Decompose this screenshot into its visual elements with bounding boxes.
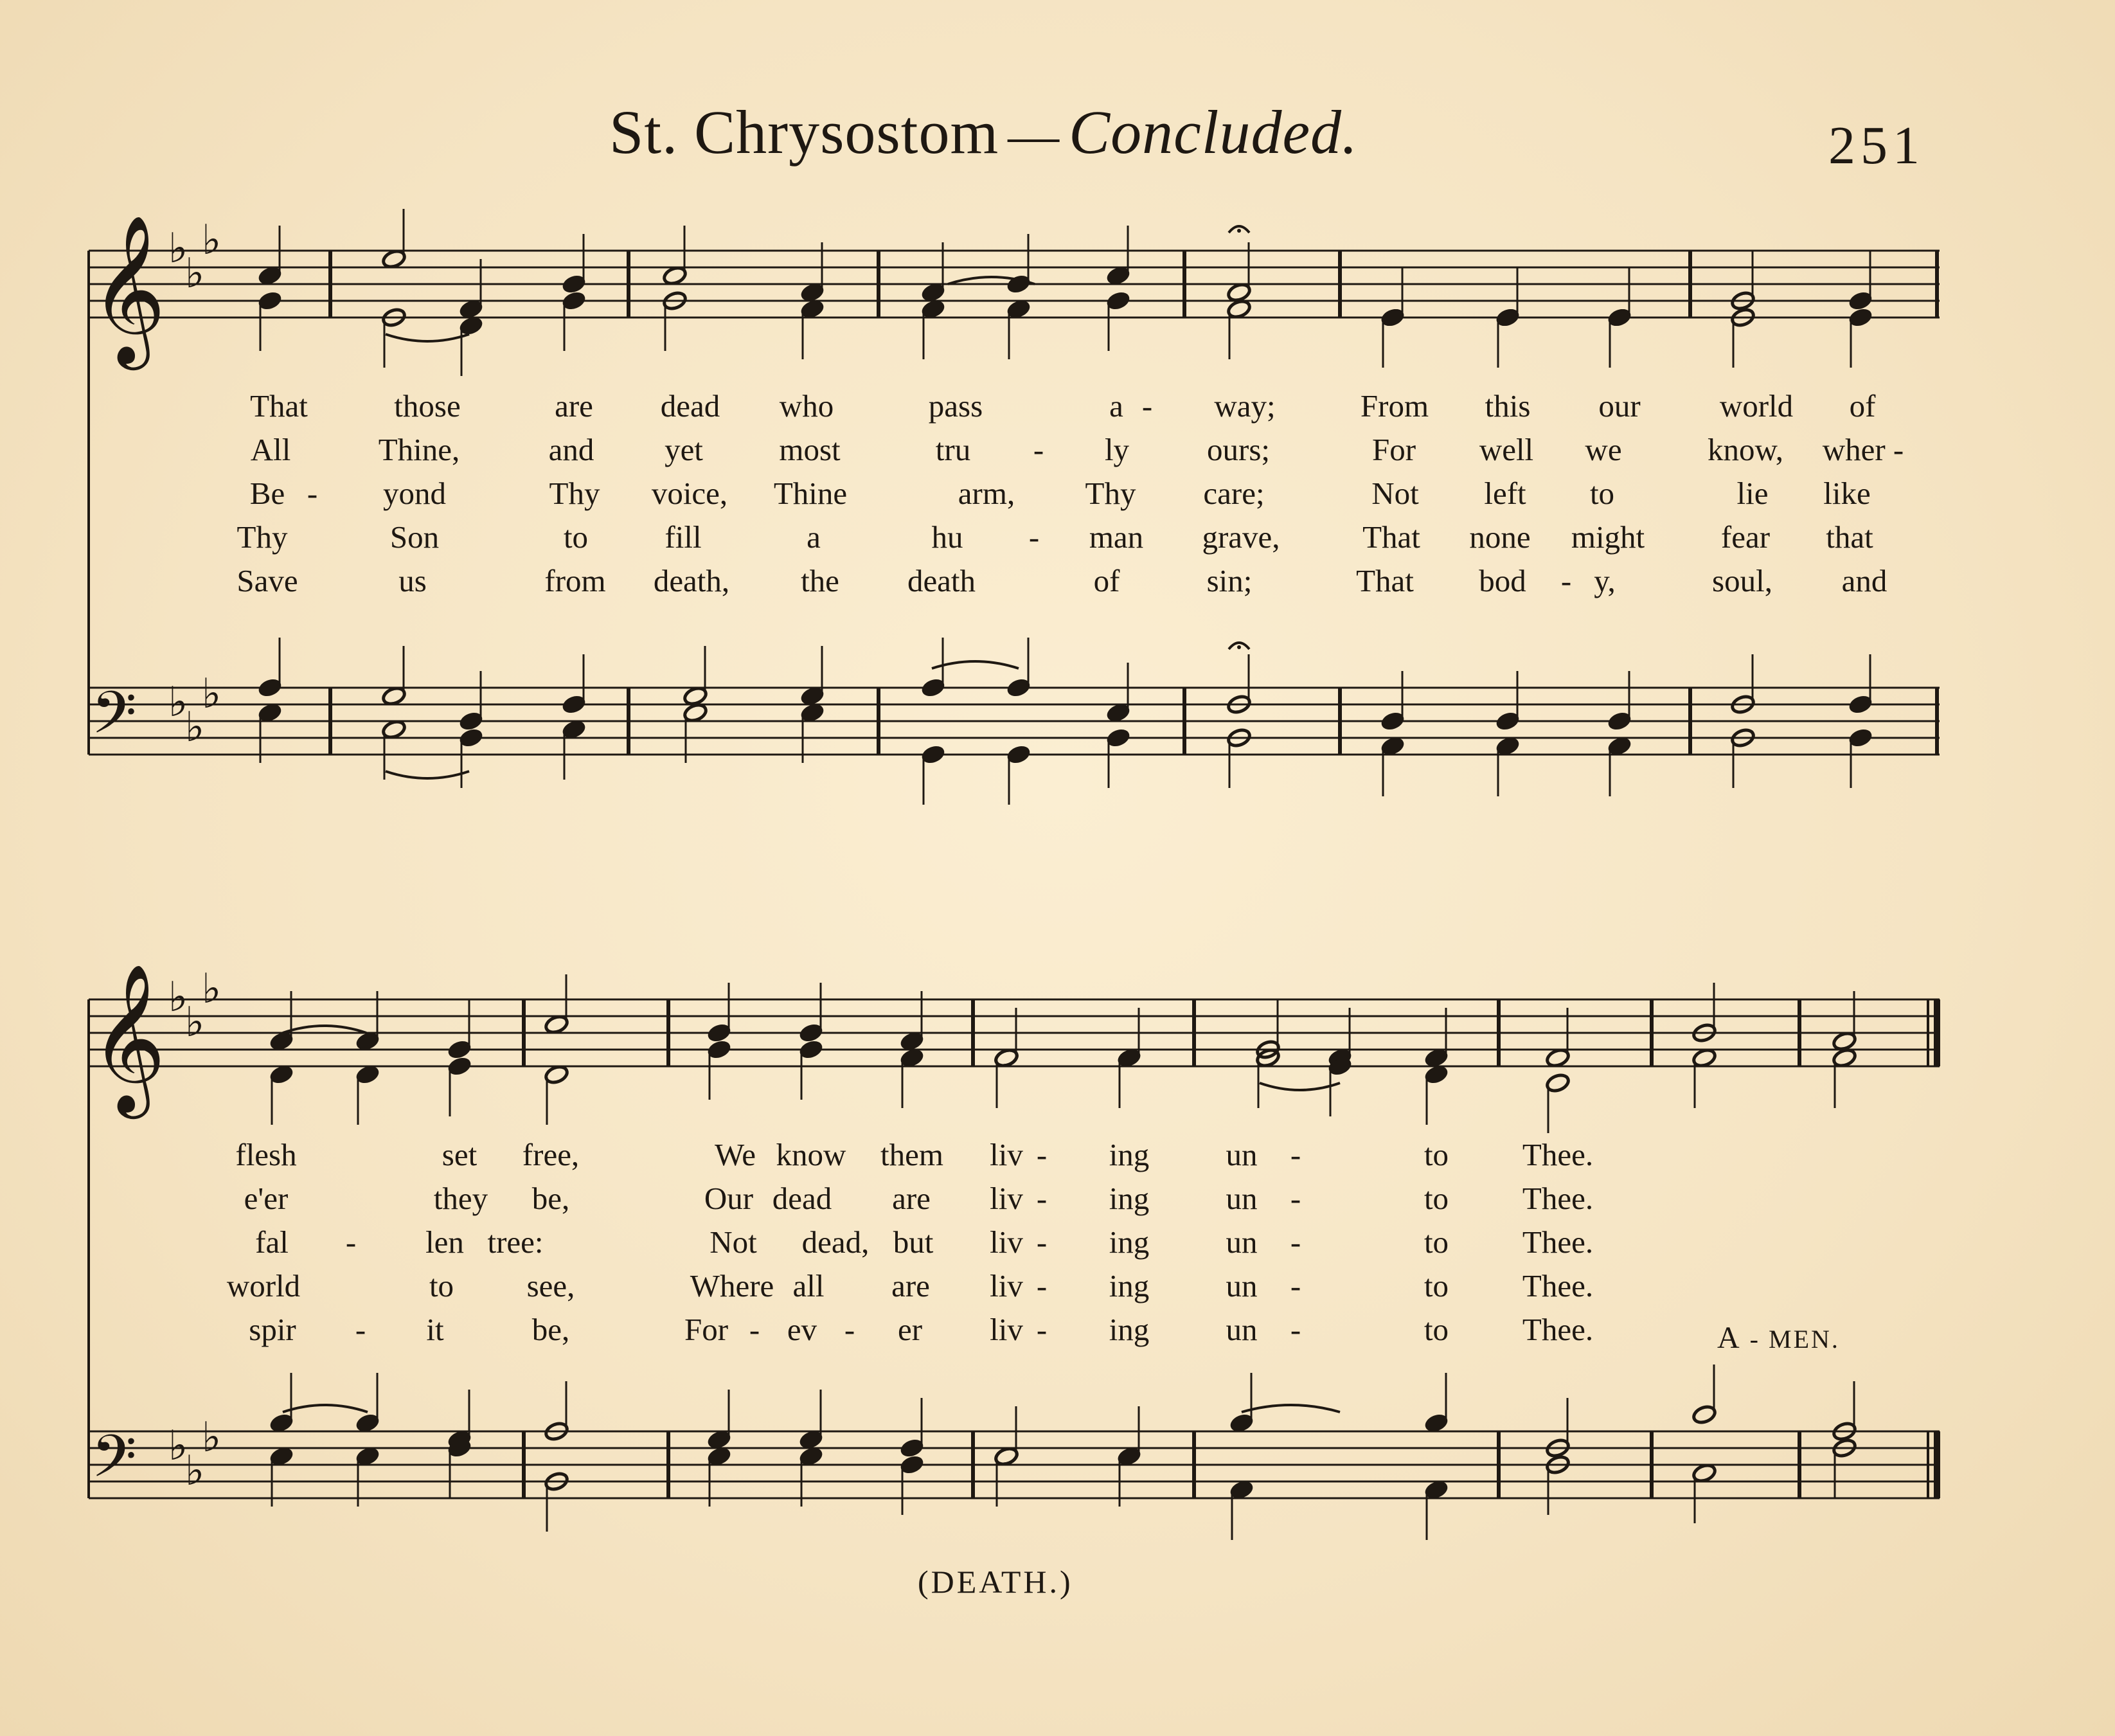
lyric-syllable: way;	[1214, 388, 1276, 424]
lyric-syllable: ev	[787, 1312, 817, 1347]
lyric-syllable: dead,	[801, 1224, 870, 1260]
lyric-syllable: ing	[1109, 1312, 1150, 1347]
lyric-syllable: -	[1028, 519, 1040, 555]
lyric-syllable: who	[779, 388, 834, 424]
lyric-syllable: sin;	[1206, 563, 1253, 598]
lyric-syllable: pass	[928, 388, 983, 424]
lyric-syllable: All	[250, 432, 291, 467]
lyric-syllable: know,	[1708, 432, 1783, 467]
system1-bass-fermata-dot	[1237, 645, 1241, 649]
lyric-syllable: un	[1226, 1224, 1258, 1260]
lyric-syllable: Not	[709, 1224, 757, 1260]
lyric-syllable: fill	[665, 519, 702, 555]
lyric-syllable: fear	[1720, 519, 1771, 555]
lyric-syllable: yond	[383, 476, 446, 511]
system2-treble-tie	[283, 1026, 366, 1033]
lyric-syllable: lie	[1736, 476, 1769, 511]
lyric-syllable: -	[1290, 1137, 1301, 1172]
lyric-syllable: Son	[389, 519, 440, 555]
lyric-syllable: Be	[249, 476, 285, 511]
lyric-syllable: -	[355, 1312, 366, 1347]
lyric-syllable: un	[1226, 1181, 1258, 1216]
lyric-syllable: hu	[931, 519, 963, 555]
lyric-syllable: -	[1290, 1312, 1301, 1347]
lyric-syllable: all	[792, 1268, 825, 1303]
lyric-syllable: un	[1226, 1268, 1258, 1303]
lyric-syllable: but	[893, 1224, 934, 1260]
lyric-syllable: voice,	[651, 476, 728, 511]
lyric-syllable: ours;	[1207, 432, 1270, 467]
lyric-syllable: soul,	[1712, 563, 1772, 598]
lyric-syllable: of	[1093, 563, 1120, 598]
lyric-syllable: -	[345, 1224, 357, 1260]
lyric-syllable: spir	[249, 1312, 296, 1347]
lyric-syllable: they	[433, 1181, 488, 1216]
lyric-syllable: fal	[255, 1224, 289, 1260]
lyric-syllable: might	[1571, 519, 1645, 555]
lyric-syllable: set	[442, 1137, 477, 1172]
lyric-syllable: ing	[1109, 1224, 1150, 1260]
system1-bass-key-flat: ♭	[168, 679, 188, 726]
lyric-syllable: Thee.	[1522, 1181, 1594, 1216]
lyric-syllable: -	[307, 476, 318, 511]
lyric-syllable: -	[1036, 1137, 1048, 1172]
title-dash: —	[1008, 108, 1060, 165]
system2-treble-key-flat: ♭	[202, 965, 222, 1013]
lyric-syllable: ing	[1109, 1137, 1150, 1172]
lyric-syllable: ly	[1104, 432, 1130, 467]
lyric-syllable: Thee.	[1522, 1224, 1594, 1260]
lyric-syllable: are	[892, 1181, 931, 1216]
system1-bass-key-flat: ♭	[202, 670, 222, 718]
lyric-syllable: this	[1485, 388, 1531, 424]
lyric-syllable: flesh	[235, 1137, 297, 1172]
lyric-syllable: us	[398, 563, 427, 598]
lyric-syllable: ing	[1109, 1268, 1150, 1303]
lyric-syllable: That	[1362, 519, 1420, 555]
lyric-syllable: Where	[690, 1268, 774, 1303]
lyric-syllable: dead	[660, 388, 720, 424]
lyric-syllable: bod	[1479, 563, 1526, 598]
lyric-syllable: er	[897, 1312, 923, 1347]
lyric-syllable: grave,	[1202, 519, 1280, 555]
lyric-syllable: most	[779, 432, 841, 467]
lyric-syllable: to	[1423, 1312, 1449, 1347]
lyric-syllable: death	[907, 563, 976, 598]
lyric-syllable: from	[544, 563, 606, 598]
lyric-syllable: we	[1585, 432, 1622, 467]
system2-bass-key-flat: ♭	[185, 1447, 205, 1495]
lyric-syllable: -	[1036, 1312, 1048, 1347]
lyric-syllable: -	[1290, 1181, 1301, 1216]
lyric-syllable: Save	[236, 563, 298, 598]
lyric-syllable: For	[684, 1312, 729, 1347]
system1-treble-clef: 𝄞	[90, 214, 166, 364]
lyric-syllable: world	[226, 1268, 301, 1303]
lyric-syllable: it	[426, 1312, 444, 1347]
amen-men: MEN.	[1769, 1325, 1840, 1354]
lyric-syllable: liv	[990, 1224, 1023, 1260]
lyric-syllable: Thee.	[1522, 1137, 1594, 1172]
lyric-syllable: them	[880, 1137, 943, 1172]
system1-treble-key-flat: ♭	[185, 250, 205, 298]
lyric-syllable: and	[548, 432, 594, 467]
lyric-syllable: We	[714, 1137, 756, 1172]
lyric-syllable: -	[1036, 1268, 1048, 1303]
system2-treble-slur	[1260, 1083, 1340, 1090]
lyric-syllable: to	[429, 1268, 454, 1303]
lyric-syllable: that	[1826, 519, 1873, 555]
lyric-syllable: Not	[1371, 476, 1419, 511]
lyric-syllable: to	[1423, 1181, 1449, 1216]
lyric-syllable: none	[1469, 519, 1531, 555]
lyric-syllable: Our	[704, 1181, 754, 1216]
system1-treble-fermata-dot	[1237, 229, 1241, 233]
lyric-syllable: and	[1841, 563, 1887, 598]
lyric-syllable: -	[1560, 563, 1572, 598]
page-number: 251	[1828, 116, 1925, 175]
lyric-syllable: to	[563, 519, 589, 555]
lyric-syllable: That	[250, 388, 308, 424]
lyric-syllable: to	[1423, 1224, 1449, 1260]
system1-bass-clef: 𝄢	[91, 679, 137, 761]
lyric-syllable: un	[1226, 1312, 1258, 1347]
lyric-syllable: e'er	[244, 1181, 289, 1216]
lyric-syllable: Thee.	[1522, 1268, 1594, 1303]
lyric-syllable: world	[1719, 388, 1794, 424]
lyric-syllable: yet	[665, 432, 703, 467]
lyric-syllable: see,	[526, 1268, 575, 1303]
lyric-syllable: of	[1849, 388, 1876, 424]
lyric-syllable: know	[776, 1137, 846, 1172]
amen-sep: -	[1749, 1325, 1760, 1354]
lyric-syllable: dead	[772, 1181, 832, 1216]
lyric-syllable: For	[1371, 432, 1416, 467]
lyric-syllable: well	[1479, 432, 1534, 467]
amen-a: A	[1717, 1321, 1742, 1355]
lyric-syllable: liv	[990, 1268, 1023, 1303]
lyric-syllable: liv	[990, 1181, 1023, 1216]
lyric-syllable: Thine	[773, 476, 848, 511]
system1-treble-slur	[386, 334, 469, 341]
lyric-syllable: -	[749, 1312, 760, 1347]
lyric-syllable: Thy	[549, 476, 600, 511]
lyric-syllable: -	[1036, 1181, 1048, 1216]
amen-text	[1717, 1320, 1840, 1356]
system2-treble-key-flat: ♭	[168, 974, 188, 1021]
system1-treble-key-flat: ♭	[202, 217, 222, 264]
lyric-syllable: to	[1589, 476, 1615, 511]
system2-bass-clef: 𝄢	[91, 1422, 137, 1505]
lyric-syllable: wher -	[1822, 432, 1904, 467]
system2-bass-tie-2	[1242, 1405, 1340, 1412]
system2-bass-tie	[283, 1405, 368, 1412]
lyric-syllable: ing	[1109, 1181, 1150, 1216]
system2-treble-clef: 𝄞	[90, 963, 166, 1113]
system1-bass-tie	[932, 661, 1019, 668]
lyric-syllable: tree:	[487, 1224, 544, 1260]
lyric-syllable: un	[1226, 1137, 1258, 1172]
lyric-syllable: a	[807, 519, 821, 555]
lyric-syllable: to	[1423, 1268, 1449, 1303]
lyric-syllable: liv	[990, 1312, 1023, 1347]
lyric-syllable: Thy	[236, 519, 288, 555]
tune-footer: (DEATH.)	[918, 1564, 1073, 1600]
lyric-syllable: Thee.	[1522, 1312, 1594, 1347]
system2-treble-key-flat: ♭	[185, 999, 205, 1046]
lyric-syllable: That	[1356, 563, 1414, 598]
lyric-syllable: death,	[653, 563, 730, 598]
lyric-syllable: care;	[1203, 476, 1265, 511]
lyric-syllable: our	[1598, 388, 1641, 424]
lyric-syllable: -	[844, 1312, 855, 1347]
lyric-syllable: len	[425, 1224, 464, 1260]
lyric-syllable: -	[1290, 1268, 1301, 1303]
lyric-syllable: y,	[1594, 563, 1616, 598]
lyric-syllable: are	[891, 1268, 930, 1303]
title-main: St. Chrysostom	[609, 98, 999, 166]
lyric-syllable: -	[1141, 388, 1153, 424]
lyric-syllable: -	[1033, 432, 1044, 467]
lyric-syllable: tru	[935, 432, 971, 467]
lyric-syllable: liv	[990, 1137, 1023, 1172]
lyric-syllable: are	[555, 388, 593, 424]
system2-bass-key-flat: ♭	[168, 1422, 188, 1470]
lyric-syllable: be,	[531, 1312, 570, 1347]
lyric-syllable: Thine,	[378, 432, 460, 467]
lyric-syllable: From	[1360, 388, 1429, 424]
lyric-syllable: -	[1290, 1224, 1301, 1260]
lyric-syllable: to	[1423, 1137, 1449, 1172]
system1-treble-key-flat: ♭	[168, 225, 188, 273]
lyric-syllable: be,	[531, 1181, 570, 1216]
title-concluded: Concluded.	[1069, 98, 1359, 166]
lyric-syllable: left	[1484, 476, 1526, 511]
lyric-syllable: the	[801, 563, 839, 598]
lyric-syllable: man	[1089, 519, 1144, 555]
lyric-syllable: free,	[522, 1137, 580, 1172]
lyric-syllable: those	[394, 388, 461, 424]
lyric-syllable: arm,	[958, 476, 1015, 511]
lyric-syllable: a	[1109, 388, 1123, 424]
system1-bass-slur	[386, 771, 469, 778]
system2-bass-key-flat: ♭	[202, 1414, 222, 1462]
system1-bass-key-flat: ♭	[185, 704, 205, 751]
lyric-syllable: Thy	[1085, 476, 1136, 511]
lyric-syllable: like	[1823, 476, 1871, 511]
lyric-syllable: -	[1036, 1224, 1048, 1260]
